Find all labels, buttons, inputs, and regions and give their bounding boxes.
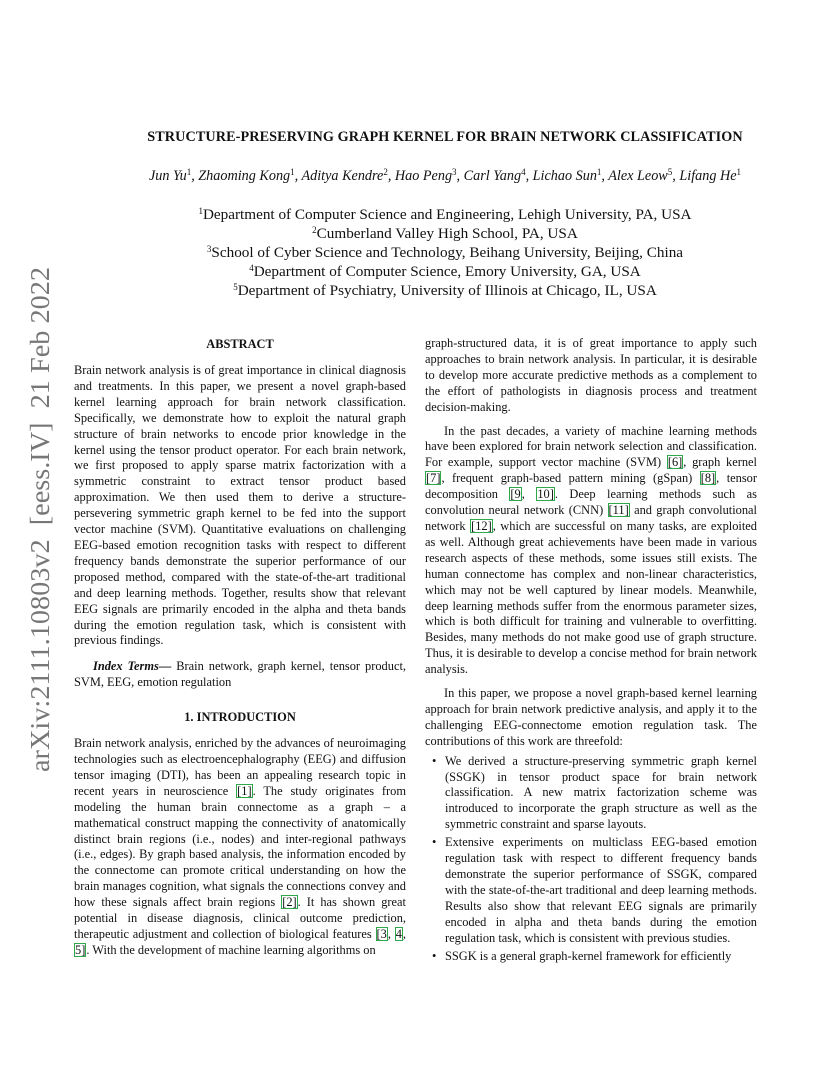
index-terms-label: Index Terms— — [93, 659, 172, 674]
text-run: . It has shown great potential in disease diagnosis, clinical outcome prediction, therapeutic adjustment and collection of biological features — [74, 895, 406, 941]
affiliation-line: $^1$Department of Computer Science and Engineering, Lehigh University, PA, USA — [198, 206, 692, 223]
affiliation-line: $^4$Department of Computer Science, Emory University, GA, USA — [249, 263, 641, 280]
affiliation-marker: 1 — [596, 167, 602, 177]
affiliation-line: $^5$Department of Psychiatry, University of Illinois at Chicago, IL, USA — [233, 282, 657, 299]
citation-link[interactable]: [7] — [426, 471, 441, 486]
affiliation-marker: 3 — [206, 244, 212, 254]
contribution-item — [425, 949, 757, 965]
author-name: Lifang He — [679, 168, 737, 184]
bullet-icon: • — [432, 753, 437, 768]
index-terms — [74, 659, 406, 691]
author-list: Jun Yu$^1$, Zhaoming Kong$^1$, Aditya Kendre$^2$, Hao Peng$^3$, Carl Yang$^4$, Lichao Sun$^1$, Alex Leow$^5$, Lifang He$^1$ — [148, 167, 742, 184]
contribution-item — [425, 754, 757, 834]
affiliation-marker: 4 — [521, 167, 526, 177]
introduction-heading: 1. INTRODUCTION — [184, 710, 296, 725]
affiliation-line: $^3$School of Cyber Science and Technology, Beihang University, Beijing, China — [206, 244, 684, 261]
contribution-text: Extensive experiments on multiclass EEG-based emotion regulation task with respect to different frequency bands demonstrate the superior performance of SSGK, compared with the state-of-the-art traditional and deep learning methods. Results also show that relevant EEG signals are primarily encoded in alpha and theta bands during the emotion regulation task, which is consistent with previous studies. — [445, 835, 757, 945]
citation-link[interactable]: 10] — [537, 487, 554, 502]
text-run: and graph convolutional network — [425, 503, 758, 533]
affiliation-marker: 2 — [312, 225, 317, 235]
affiliation-marker: 2 — [383, 167, 388, 177]
contribution-list — [425, 754, 757, 965]
text-run: , — [402, 927, 407, 941]
text-run: , graph kernel — [683, 455, 757, 470]
intro-paragraph-1-continued — [425, 336, 757, 416]
paper-title: STRUCTURE-PRESERVING GRAPH KERNEL FOR BRAIN NETWORK CLASSIFICATION — [147, 129, 743, 145]
arxiv-stamp-text: arXiv:2111.10803v2 [eess.IV] 21 Feb 2022 — [25, 289, 55, 772]
affiliation-marker: 3 — [452, 167, 457, 177]
affiliation-line: $^2$Cumberland Valley High School, PA, USA — [312, 225, 578, 242]
citation-link[interactable]: [6] — [667, 455, 683, 470]
author-name: Zhaoming Kong — [198, 168, 291, 184]
index-terms-text: Brain network, graph kernel, tensor product, SVM, EEG, emotion regulation — [74, 659, 406, 690]
text-run: . Deep learning methods such as convolution neural network (CNN) — [425, 487, 757, 518]
affiliation-marker: 1 — [290, 167, 295, 177]
text-run: . With the development of machine learning algorithms on — [86, 942, 376, 957]
affiliation-marker: 1 — [198, 206, 203, 216]
affiliation-marker: 1 — [186, 167, 192, 177]
contribution-item — [425, 835, 757, 946]
author-name: Aditya Kendre — [301, 168, 384, 184]
author-name: Carl Yang — [463, 168, 522, 184]
text-run: , — [521, 487, 537, 502]
author-name: Jun Yu — [148, 168, 187, 184]
intro-paragraph-2 — [425, 424, 757, 679]
left-column — [74, 336, 406, 966]
citation-link[interactable]: [3 — [376, 927, 387, 941]
arxiv-identifier-stamp — [23, 265, 57, 775]
right-column — [425, 336, 757, 966]
contribution-text: SSGK is a general graph-kernel framework for efficiently — [445, 948, 732, 963]
text-run: , which are successful on many tasks, are exploited as well. Although great achievements have been made in various research aspects of these methods, some issues still exists. The human connectome has complex and non-linear characteristics, which may not be well captured by linear models. Meanwhile, deep learning methods suffer from the enormous parameter sizes, which is both difficult for training and vulnerable to overfitting. Besides, many methods do not make good use of graph structure. Thus, it is desirable to develop a concise method for brain network analysis. — [425, 518, 757, 677]
affiliation-marker: 5 — [233, 282, 238, 292]
text-run: , tensor decomposition — [425, 471, 757, 502]
intro-paragraph-1 — [74, 736, 406, 959]
citation-link[interactable]: [11] — [608, 503, 629, 518]
text-run: Brain network analysis, enriched by the advances of neuroimaging technologies such as electroencephalography (EEG) and diffusion tensor imaging (DTI), has been an appealing research topic in recent years in neuroscience — [74, 736, 406, 798]
citation-link[interactable]: 4 — [395, 927, 402, 941]
citation-link[interactable]: [9 — [510, 487, 521, 502]
text-run: , frequent graph-based pattern mining (gSpan) — [441, 471, 700, 486]
text-run: . The study originates from modeling the human brain connectome as a graph – a mathematical construct mapping the connectivity of anatomically distinct brain regions (i.e., nodes) and inter-regional pathways (i.e., edges). By graph based analysis, the information encoded by the connectome can promote critical understanding on how the brain manages cognition, what signals the connections convey and how these signals affect brain regions — [74, 783, 407, 910]
affiliation-marker: 5 — [667, 167, 673, 177]
citation-link[interactable]: [8] — [700, 471, 716, 486]
affiliation-list — [60, 205, 828, 300]
citation-link[interactable]: 5] — [75, 942, 86, 957]
citation-link[interactable]: [2] — [282, 895, 297, 910]
citation-link[interactable]: [12] — [471, 518, 492, 533]
citation-link[interactable]: [1] — [237, 783, 252, 798]
author-name: Lichao Sun — [532, 168, 597, 184]
intro-paragraph-3: In this paper, we propose a novel graph-based kernel learning approach for brain network predictive analysis, and apply it to the challenging EEG-connectome emotion regulation task. The contributions of this work are threefold: — [425, 686, 757, 748]
text-run: graph-structured data, it is of great importance to apply such approaches to brain network analysis. In particular, it is desirable to develop more accurate predictive methods as a complement to the effort of pathologists in diagnosis process and treatment decision-making. — [425, 336, 757, 414]
abstract-heading: ABSTRACT — [206, 337, 274, 351]
text-run: In the past decades, a variety of machine learning methods have been explored for brain network selection and classification. For example, support vector machine (SVM) — [425, 423, 757, 470]
contribution-text: We derived a structure-preserving symmetric graph kernel (SSGK) in tensor product space for brain network classification. A new matrix factorization scheme was introduced to incorporate the graph structure as well as the symmetric constraint and sparse layouts. — [445, 753, 757, 832]
author-name: Hao Peng — [394, 168, 453, 184]
text-run: , — [387, 927, 395, 941]
abstract-text: Brain network analysis is of great importance in clinical diagnosis and treatments. In this paper, we present a novel graph-based kernel learning approach for brain network classification. Specifically, we demonstrate how to exploit the natural graph structure of brain networks to encode prior knowledge in the kernel using the tensor product operator. For each brain network, we first proposed to apply sparse matrix factorization with a symmetric constraint to extract tensor product based approximation. We then used them to derive a structure-persevering symmetric graph kernel to be fed into the support vector machine (SVM). Quantitative evaluations on challenging EEG-based emotion recognition tasks with respect to different frequency bands demonstrate the superior performance of our proposed method, compared with the state-of-the-art traditional and deep learning methods. Together, results show that relevant EEG signals are primarily encoded in the alpha and theta bands during the emotion regulation task, which is consistent with previous findings. — [74, 363, 406, 648]
bullet-icon: • — [432, 835, 437, 850]
bullet-icon: • — [432, 948, 437, 963]
author-name: Alex Leow — [608, 168, 668, 184]
affiliation-marker: 4 — [249, 263, 254, 273]
affiliation-marker: 1 — [736, 167, 742, 177]
